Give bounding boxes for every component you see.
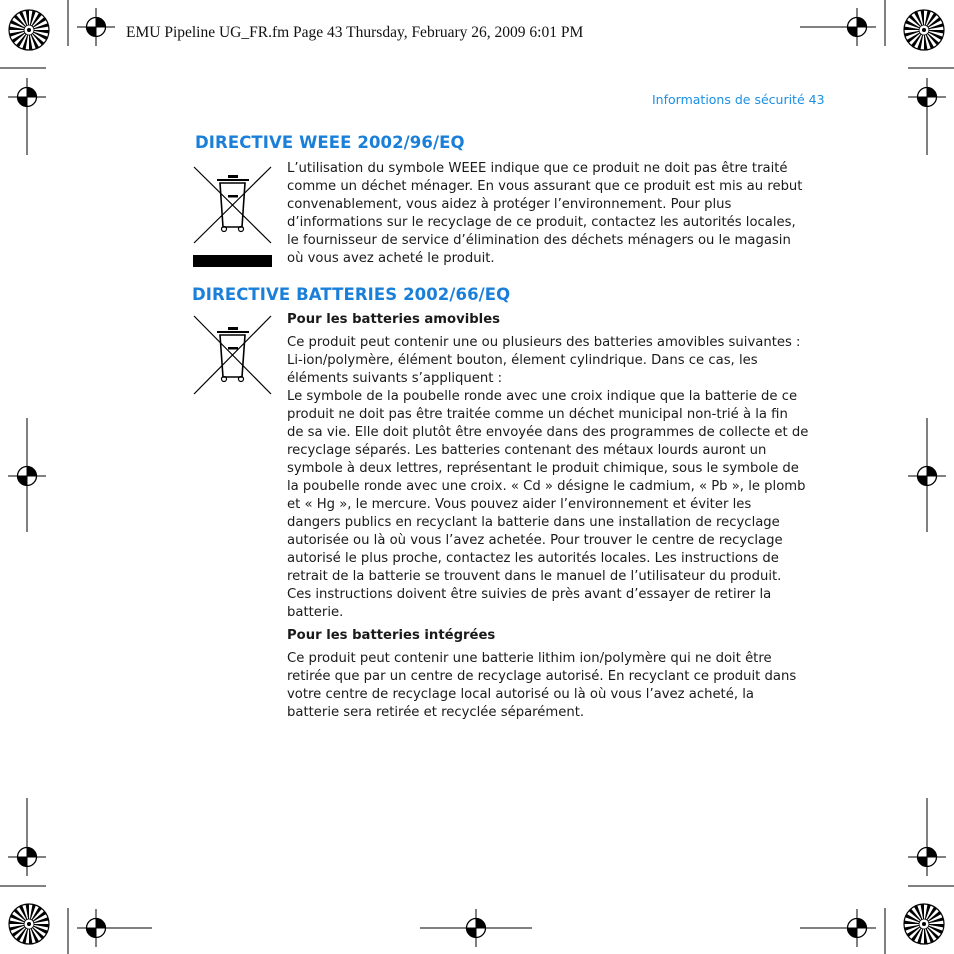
removable-line: autorisé le plus proche, contactez les autorités locales. Les instructions de	[287, 551, 779, 566]
battery-bin-icon	[192, 314, 273, 396]
removable-line: batterie.	[287, 605, 344, 620]
integrated-line: retirée que par un centre de recyclage autorisé. En recyclant ce produit dans	[287, 669, 797, 684]
removable-subheading: Pour les batteries amovibles	[287, 312, 500, 327]
integrated-paragraph	[287, 650, 827, 722]
integrated-subheading: Pour les batteries intégrées	[287, 628, 496, 643]
weee-paragraph	[287, 160, 827, 268]
weee-line: le fournisseur de service d’élimination des déchets ménagers ou le magasin	[287, 233, 791, 248]
integrated-line: batterie sera retirée et recyclée séparément.	[287, 705, 585, 720]
integrated-line: Ce produit peut contenir une batterie lithim ion/polymère qui ne doit être	[287, 651, 772, 666]
weee-bin-icon	[192, 163, 273, 269]
removable-line: la poubelle ronde avec une croix. « Cd » désigne le cadmium, « Pb », le plomb	[287, 479, 806, 494]
removable-line: retrait de la batterie se trouvent dans le manuel de l’utilisateur du produit.	[287, 569, 782, 584]
slug-line: EMU Pipeline UG_FR.fm Page 43 Thursday, February 26, 2009 6:01 PM	[126, 24, 584, 41]
removable-line: recyclage séparés. Les batteries contenant des métaux lourds auront un	[287, 443, 767, 458]
weee-line: convenablement, vous aidez à protéger l’environnement. Pour plus	[287, 197, 732, 212]
removable-line: dangers publics en recyclant la batterie dans une installation de recyclage	[287, 515, 780, 530]
removable-line: et « Hg », le mercure. Vous pouvez aider l’environnement et éviter les	[287, 497, 752, 512]
weee-line: L’utilisation du symbole WEEE indique que ce produit ne doit pas être traité	[287, 161, 788, 176]
running-header: Informations de sécurité 43	[652, 92, 825, 107]
removable-line: Le symbole de la poubelle ronde avec une croix indique que la batterie de ce	[287, 389, 798, 404]
removable-line: symbole à deux lettres, représentant le produit chimique, sous le symbole de	[287, 461, 799, 476]
removable-line: de sa vie. Elle doit plutôt être envoyée dans des programmes de collecte et de	[287, 425, 809, 440]
integrated-line: votre centre de recyclage local autorisé ou là où vous l’avez acheté, la	[287, 687, 754, 702]
weee-line: où vous avez acheté le produit.	[287, 251, 495, 266]
removable-line: Li-ion/polymère, élément bouton, élement cylindrique. Dans ce cas, les	[287, 353, 758, 368]
removable-paragraph	[287, 334, 827, 622]
batteries-heading: DIRECTIVE BATTERIES 2002/66/EQ	[192, 285, 511, 304]
removable-line: Ces instructions doivent être suivies de près avant d’essayer de retirer la	[287, 587, 772, 602]
weee-line: d’informations sur le recyclage de ce produit, contactez les autorités locales,	[287, 215, 796, 230]
removable-line: éléments suivants s’appliquent :	[287, 371, 503, 386]
removable-line: Ce produit peut contenir une ou plusieurs des batteries amovibles suivantes :	[287, 335, 801, 350]
weee-heading: DIRECTIVE WEEE 2002/96/EQ	[195, 133, 465, 152]
weee-line: comme un déchet ménager. En vous assurant que ce produit est mis au rebut	[287, 179, 803, 194]
removable-line: produit ne doit pas être traitée comme un déchet municipal non-trié à la fin	[287, 407, 788, 422]
removable-line: autorisée ou là où vous l’avez achetée. Pour trouver le centre de recyclage	[287, 533, 783, 548]
